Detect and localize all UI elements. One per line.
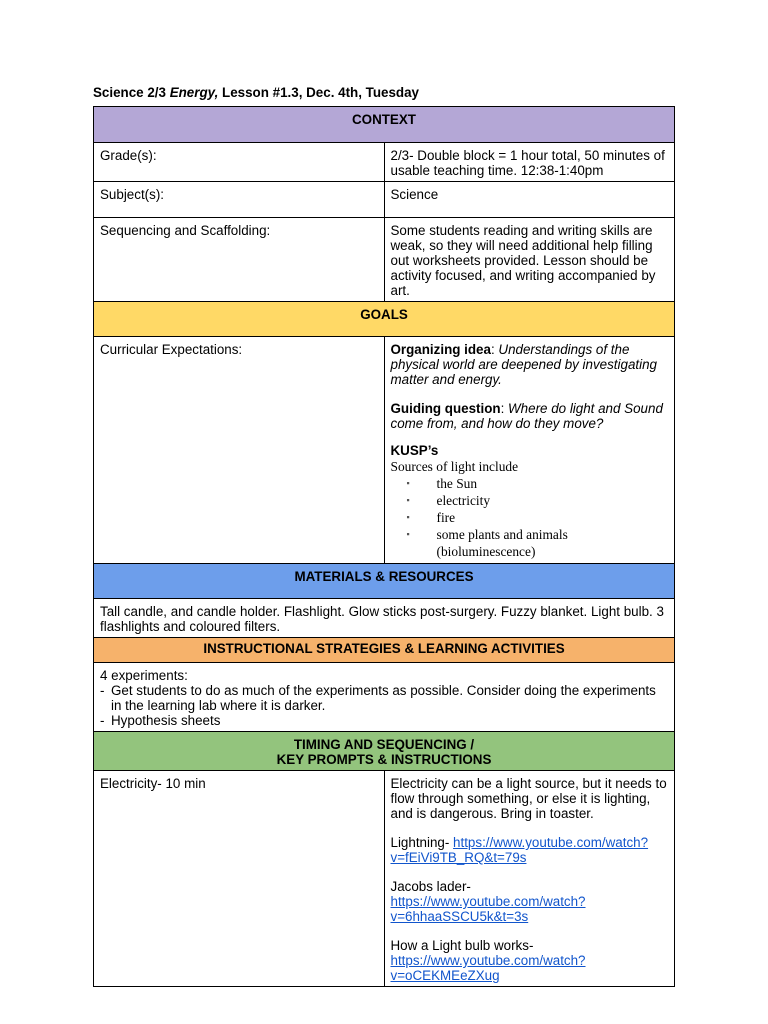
strategies-intro: 4 experiments: — [100, 668, 188, 683]
bullet-icon: ▪ — [406, 512, 410, 522]
list-item: ▪ electricity — [406, 493, 491, 508]
section-header-goals: GOALS — [94, 302, 675, 337]
kusp-title: KUSP’s — [390, 443, 439, 458]
subject-label: Subject(s): — [94, 182, 385, 218]
table-row — [94, 599, 675, 638]
document-title: Science 2/3 Energy, Lesson #1.3, Dec. 4th, Tuesday — [93, 85, 420, 100]
table-row — [94, 771, 675, 987]
curricular-value — [384, 337, 675, 564]
section-header-timing: TIMING AND SEQUENCING / KEY PROMPTS & INSTRUCTIONS — [94, 732, 675, 771]
sequencing-value: Some students reading and writing skills are weak, so they will need additional help filling out worksheets provided. Lesson should be activity focused, and writing accompanied by art. — [384, 218, 675, 302]
table-row — [94, 337, 675, 564]
table-row — [94, 218, 675, 302]
sequencing-label: Sequencing and Scaffolding: — [94, 218, 385, 302]
lightning-link[interactable]: https://www.youtube.com/watch?v=fEiVi9TB_RQ&t=79s — [390, 835, 649, 865]
materials-value: Tall candle, and candle holder. Flashlight. Glow sticks post-surgery. Fuzzy blanket. Light bulb. 3 flashlights and coloured filters. — [94, 599, 675, 638]
kusp-list — [391, 475, 669, 560]
table-row — [94, 663, 675, 732]
organizing-idea: Organizing idea: Understandings of the physical world are deepened by investigating matter and energy. — [390, 342, 657, 387]
subject-value: Science — [384, 182, 675, 218]
lightning-entry: Lightning- https://www.youtube.com/watch?v=fEiVi9TB_RQ&t=79s — [390, 835, 649, 865]
section-header-strategies: INSTRUCTIONAL STRATEGIES & LEARNING ACTIVITIES — [94, 638, 675, 663]
curricular-label: Curricular Expectations: — [94, 337, 385, 564]
section-header-context: CONTEXT — [94, 107, 675, 143]
timing-value — [384, 771, 675, 987]
timing-label: Electricity- 10 min — [94, 771, 385, 987]
jacobs-ladder-entry: Jacobs lader- https://www.youtube.com/watch? v=6hhaaSSCU5k&t=3s — [390, 879, 586, 924]
strategies-value — [94, 663, 675, 732]
grade-label: Grade(s): — [94, 143, 385, 182]
electricity-intro: Electricity can be a light source, but it needs to flow through something, or else it is lighting, and is dangerous. Bring in toaster. — [390, 776, 667, 821]
light-bulb-link[interactable]: https://www.youtube.com/watch? v=oCEKMEeZXug — [390, 953, 586, 983]
guiding-question: Guiding question: Where do light and Sound come from, and how do they move? — [390, 401, 663, 431]
grade-value: 2/3- Double block = 1 hour total, 50 minutes of usable teaching time. 12:38-1:40pm — [384, 143, 675, 182]
bullet-icon: ▪ — [406, 495, 410, 505]
lesson-plan-table — [93, 106, 675, 987]
list-item: ▪ fire — [406, 510, 456, 525]
section-header-materials: MATERIALS & RESOURCES — [94, 564, 675, 599]
bullet-icon: ▪ — [406, 529, 410, 539]
kusp-intro: Sources of light include — [390, 459, 519, 474]
list-item: ▪ some plants and animals (bioluminescence) — [406, 527, 568, 559]
table-row — [94, 182, 675, 218]
jacobs-ladder-link[interactable]: https://www.youtube.com/watch? v=6hhaaSSCU5k&t=3s — [390, 894, 586, 924]
list-item: - Get students to do as much of the experiments as possible. Consider doing the experiments in the learning lab where it is darker. — [100, 683, 656, 713]
strategies-list — [100, 683, 668, 728]
light-bulb-entry: How a Light bulb works- https://www.youtube.com/watch? v=oCEKMEeZXug — [390, 938, 586, 983]
table-row — [94, 143, 675, 182]
list-item: ▪ the Sun — [406, 476, 478, 491]
list-item: - Hypothesis sheets — [100, 713, 221, 728]
bullet-icon: ▪ — [406, 478, 410, 488]
